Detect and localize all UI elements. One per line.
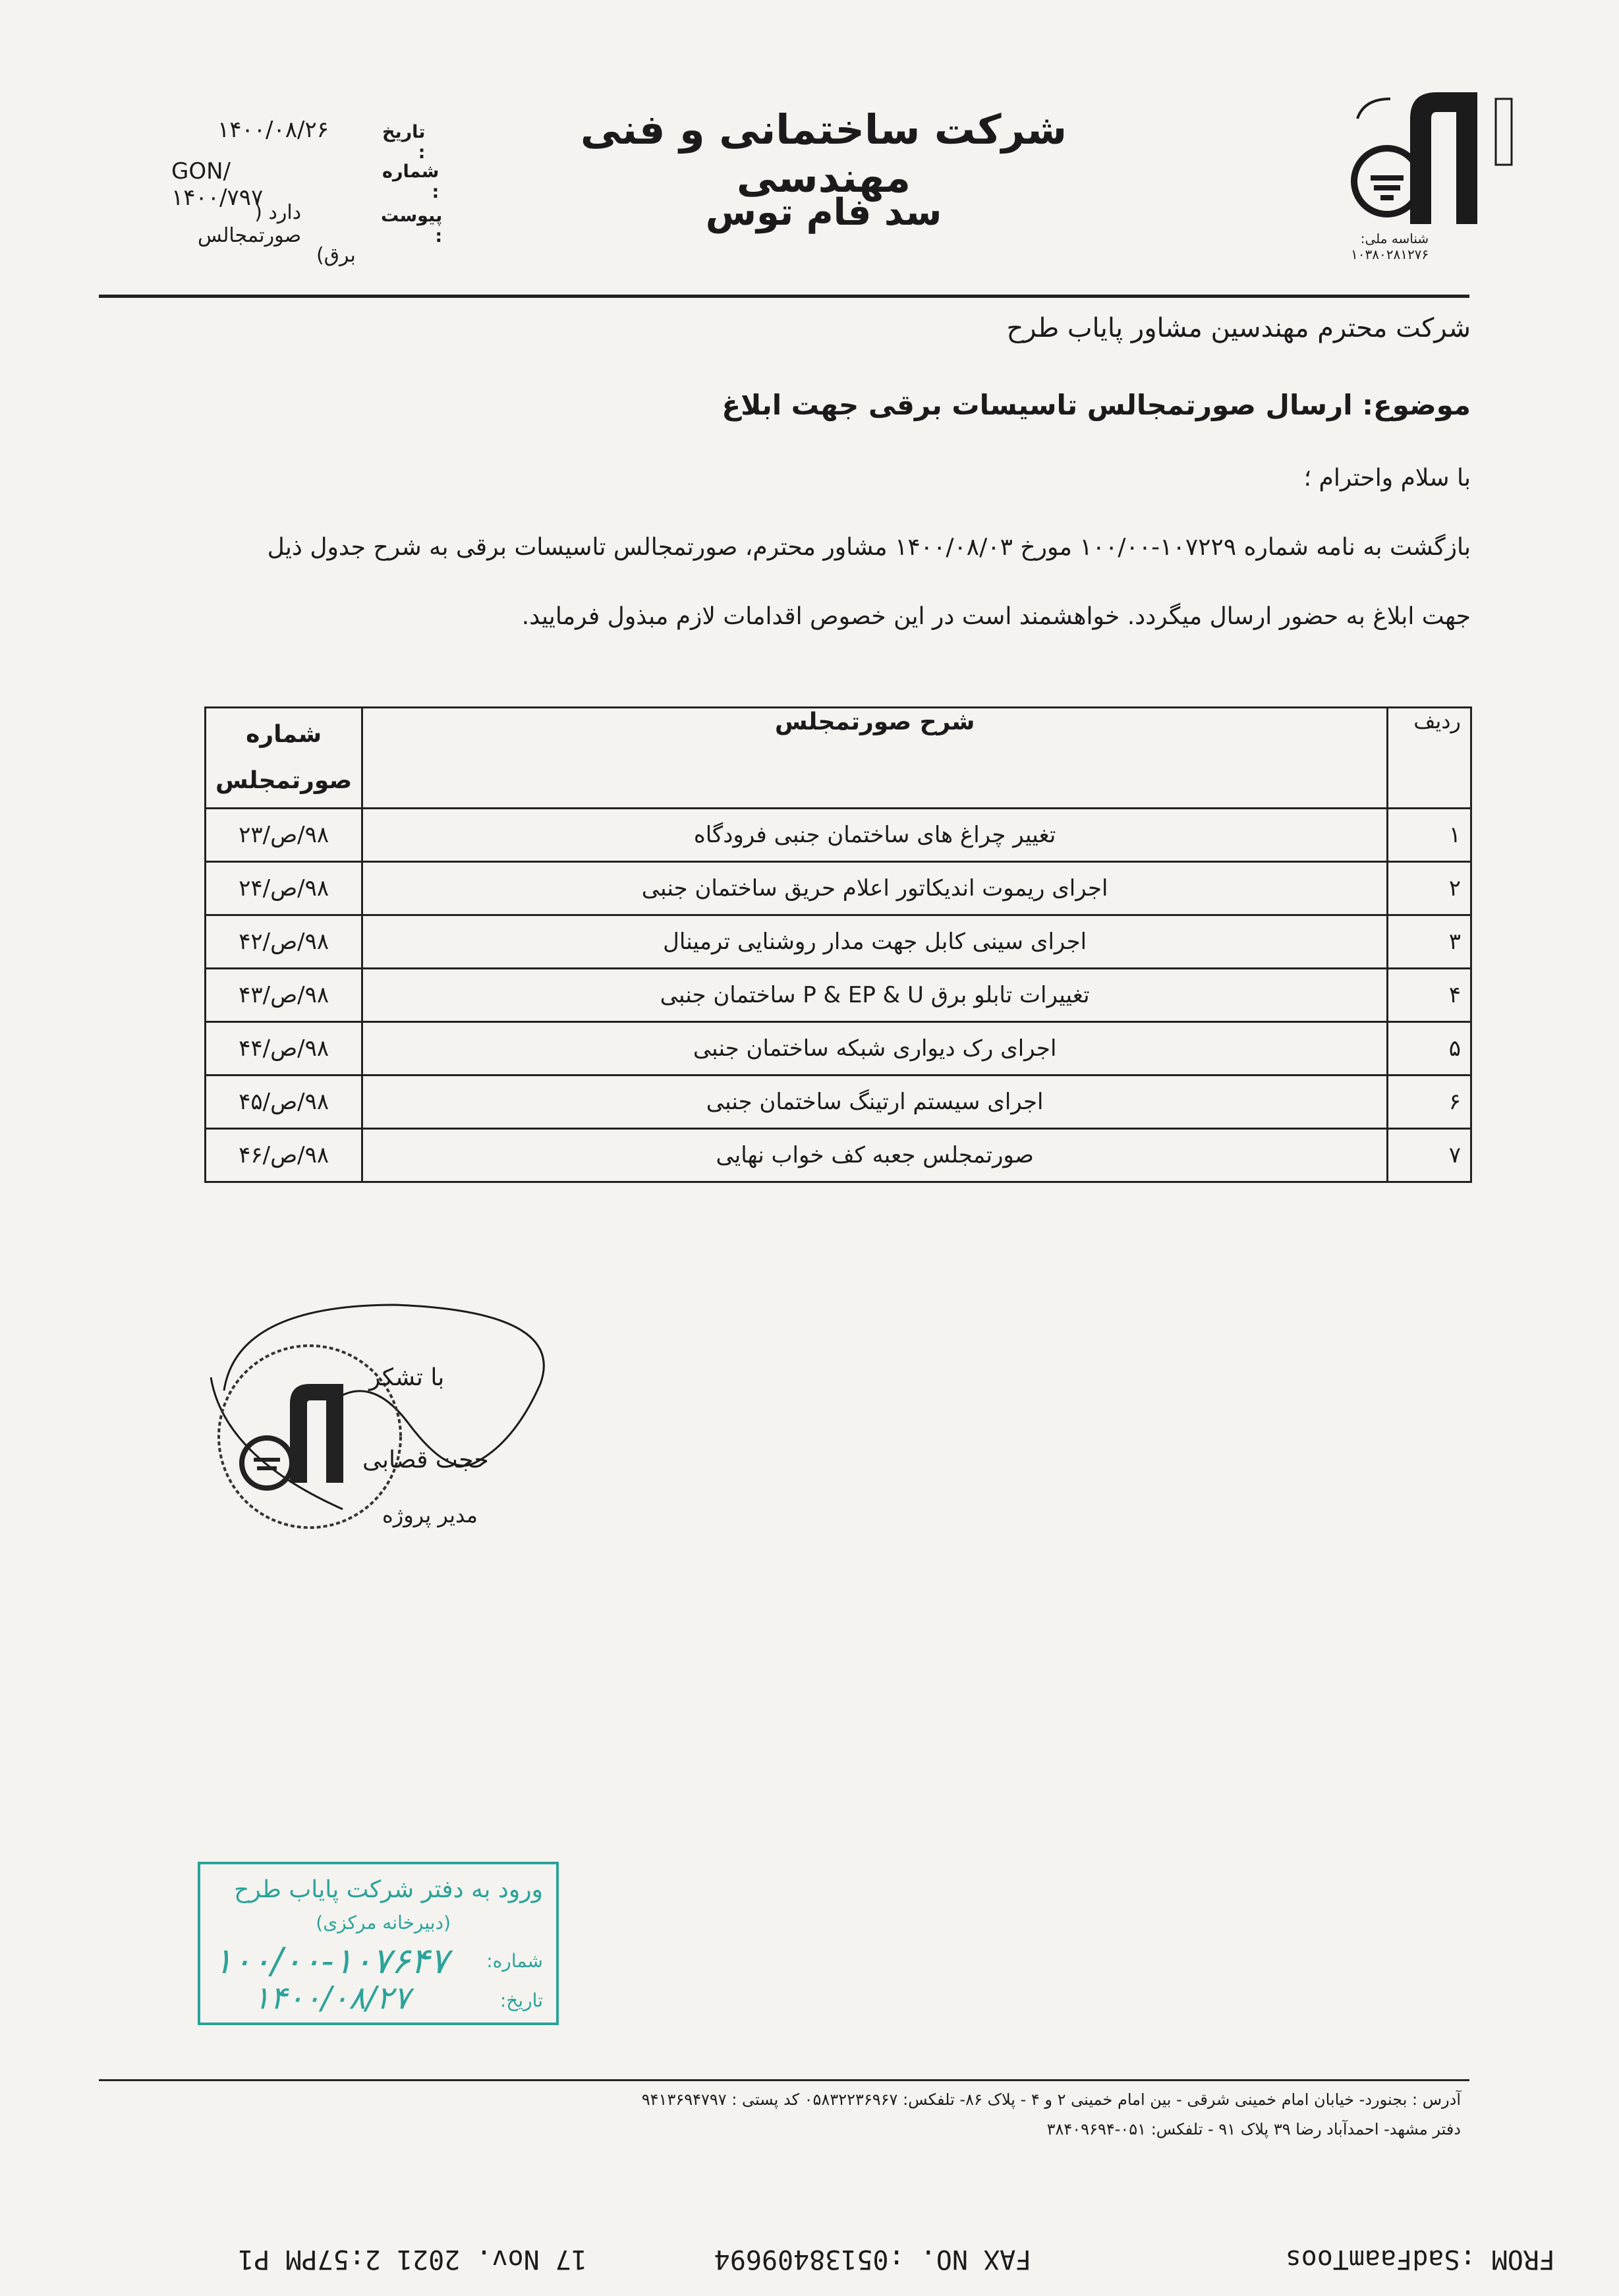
receipt-stamp-subtitle: (دبیرخانه مرکزی) bbox=[316, 1912, 451, 1934]
row-number: ۱ bbox=[1388, 809, 1471, 862]
row-reference: ۹۸/ص/۴۴ bbox=[206, 1022, 362, 1076]
footer-address-2: دفتر مشهد- احمدآباد رضا ۳۹ پلاک ۹۱ - تلفکس: ۰۵۱-۳۸۴۰۹۶۹۴ bbox=[1046, 2120, 1461, 2138]
body-paragraph-line-1: بازگشت به نامه شماره ۱۰۷۲۲۹-۱۰۰/۰۰ مورخ ۱۴۰۰/۰۸/۰۳ مشاور محترم، صورتمجالس تاسیسات برقی به شرح جدول ذیل bbox=[267, 534, 1471, 561]
receipt-stamp bbox=[198, 1862, 559, 2025]
row-reference: ۹۸/ص/۲۴ bbox=[206, 862, 362, 915]
receipt-stamp-number-label: شماره: bbox=[486, 1950, 543, 1972]
table-header-row bbox=[206, 708, 1471, 809]
company-subtitle: سد فام توس bbox=[705, 191, 942, 234]
number-label: شماره : bbox=[382, 161, 440, 202]
table-row bbox=[206, 915, 1471, 969]
header-divider bbox=[99, 295, 1469, 298]
table-row bbox=[206, 969, 1471, 1022]
company-logo-icon bbox=[1331, 72, 1529, 257]
greeting: با سلام واحترام ؛ bbox=[1303, 465, 1471, 492]
row-description: تغییر چراغ های ساختمان جنبی فرودگاه bbox=[362, 809, 1388, 862]
row-description: اجرای رک دیواری شبکه ساختمان جنبی bbox=[362, 1022, 1388, 1076]
row-description: اجرای ریموت اندیکاتور اعلام حریق ساختمان جنبی bbox=[362, 862, 1388, 915]
header-description: شرح صورتمجلس bbox=[362, 708, 1388, 809]
table-row bbox=[206, 1076, 1471, 1129]
company-name: شرکت ساختمانی و فنی مهندسی bbox=[580, 105, 1067, 202]
row-description: تغییرات تابلو برق P & EP & U ساختمان جنبی bbox=[362, 969, 1388, 1022]
receipt-stamp-date-label: تاریخ: bbox=[499, 1990, 543, 2011]
receipt-stamp-title: ورود به دفتر شرکت پایاب طرح bbox=[234, 1876, 543, 1903]
attachment-value: دارد ( صورتمجالس bbox=[198, 201, 302, 247]
signature-block bbox=[198, 1292, 567, 1582]
footer-address-1: آدرس : بجنورد- خیابان امام خمینی شرقی - بین امام خمینی ۲ و ۴ - پلاک ۸۶- تلفکس: ۰۵۸۳۲۲۳۶۹۶۷ کد پستی : ۹۴۱۳۶۹۴۷۹۷ bbox=[641, 2090, 1461, 2109]
table-row bbox=[206, 1022, 1471, 1076]
attachment-value-cont: برق) bbox=[316, 244, 356, 267]
closing-thanks: با تشکر bbox=[369, 1364, 445, 1391]
body-paragraph-line-2: جهت ابلاغ به حضور ارسال میگردد. خواهشمند است در این خصوص اقدامات لازم مبذول فرمایید. bbox=[521, 603, 1471, 630]
table-row bbox=[206, 809, 1471, 862]
row-number: ۷ bbox=[1388, 1129, 1471, 1182]
footer-divider bbox=[99, 2079, 1469, 2081]
row-number: ۳ bbox=[1388, 915, 1471, 969]
signer-name: حجت قصابی bbox=[362, 1447, 489, 1474]
header-reference bbox=[206, 708, 362, 809]
signer-title: مدیر پروژه bbox=[382, 1503, 478, 1528]
table-row bbox=[206, 1129, 1471, 1182]
items-table bbox=[204, 706, 1472, 1183]
row-reference: ۹۸/ص/۴۵ bbox=[206, 1076, 362, 1129]
row-description: اجرای سیستم ارتینگ ساختمان جنبی bbox=[362, 1076, 1388, 1129]
row-description: صورتمجلس جعبه کف خواب نهایی bbox=[362, 1129, 1388, 1182]
row-number: ۴ bbox=[1388, 969, 1471, 1022]
fax-header: FROM :SadFaamToos FAX NO. :05138409694 17 Nov. 2021 2:57PM P1 bbox=[238, 2244, 1555, 2274]
table-row bbox=[206, 862, 1471, 915]
date-label: تاریخ : bbox=[382, 122, 426, 163]
receipt-stamp-date-value: ۱۴۰۰/۰۸/۲۷ bbox=[253, 1980, 411, 2017]
row-reference: ۹۸/ص/۴۶ bbox=[206, 1129, 362, 1182]
row-description: اجرای سینی کابل جهت مدار روشنایی ترمینال bbox=[362, 915, 1388, 969]
row-reference: ۹۸/ص/۲۳ bbox=[206, 809, 362, 862]
receipt-stamp-number-value: ۱۰۰/۰۰-۱۰۷۶۴۷ bbox=[213, 1940, 449, 1982]
addressee: شرکت محترم مهندسین مشاور پایاب طرح bbox=[1006, 313, 1471, 343]
row-number: ۵ bbox=[1388, 1022, 1471, 1076]
row-number: ۶ bbox=[1388, 1076, 1471, 1129]
header-reference-line-1: شماره bbox=[246, 721, 322, 748]
header-reference-line-2: صورتمجلس bbox=[215, 767, 353, 794]
number-value: GON/۱۴۰۰/۷۹۷ bbox=[171, 158, 264, 211]
header-row-number: ردیف bbox=[1388, 708, 1471, 809]
attachment-label: پیوست : bbox=[380, 206, 443, 246]
row-number: ۲ bbox=[1388, 862, 1471, 915]
row-reference: ۹۸/ص/۴۳ bbox=[206, 969, 362, 1022]
date-value: ۱۴۰۰/۰۸/۲۶ bbox=[217, 117, 329, 143]
registration-number: شناسه ملی: ۱۰۳۸۰۲۸۱۲۷۶ bbox=[1351, 231, 1429, 262]
row-reference: ۹۸/ص/۴۲ bbox=[206, 915, 362, 969]
subject-line: موضوع: ارسال صورتمجالس تاسیسات برقی جهت ابلاغ bbox=[722, 389, 1471, 421]
